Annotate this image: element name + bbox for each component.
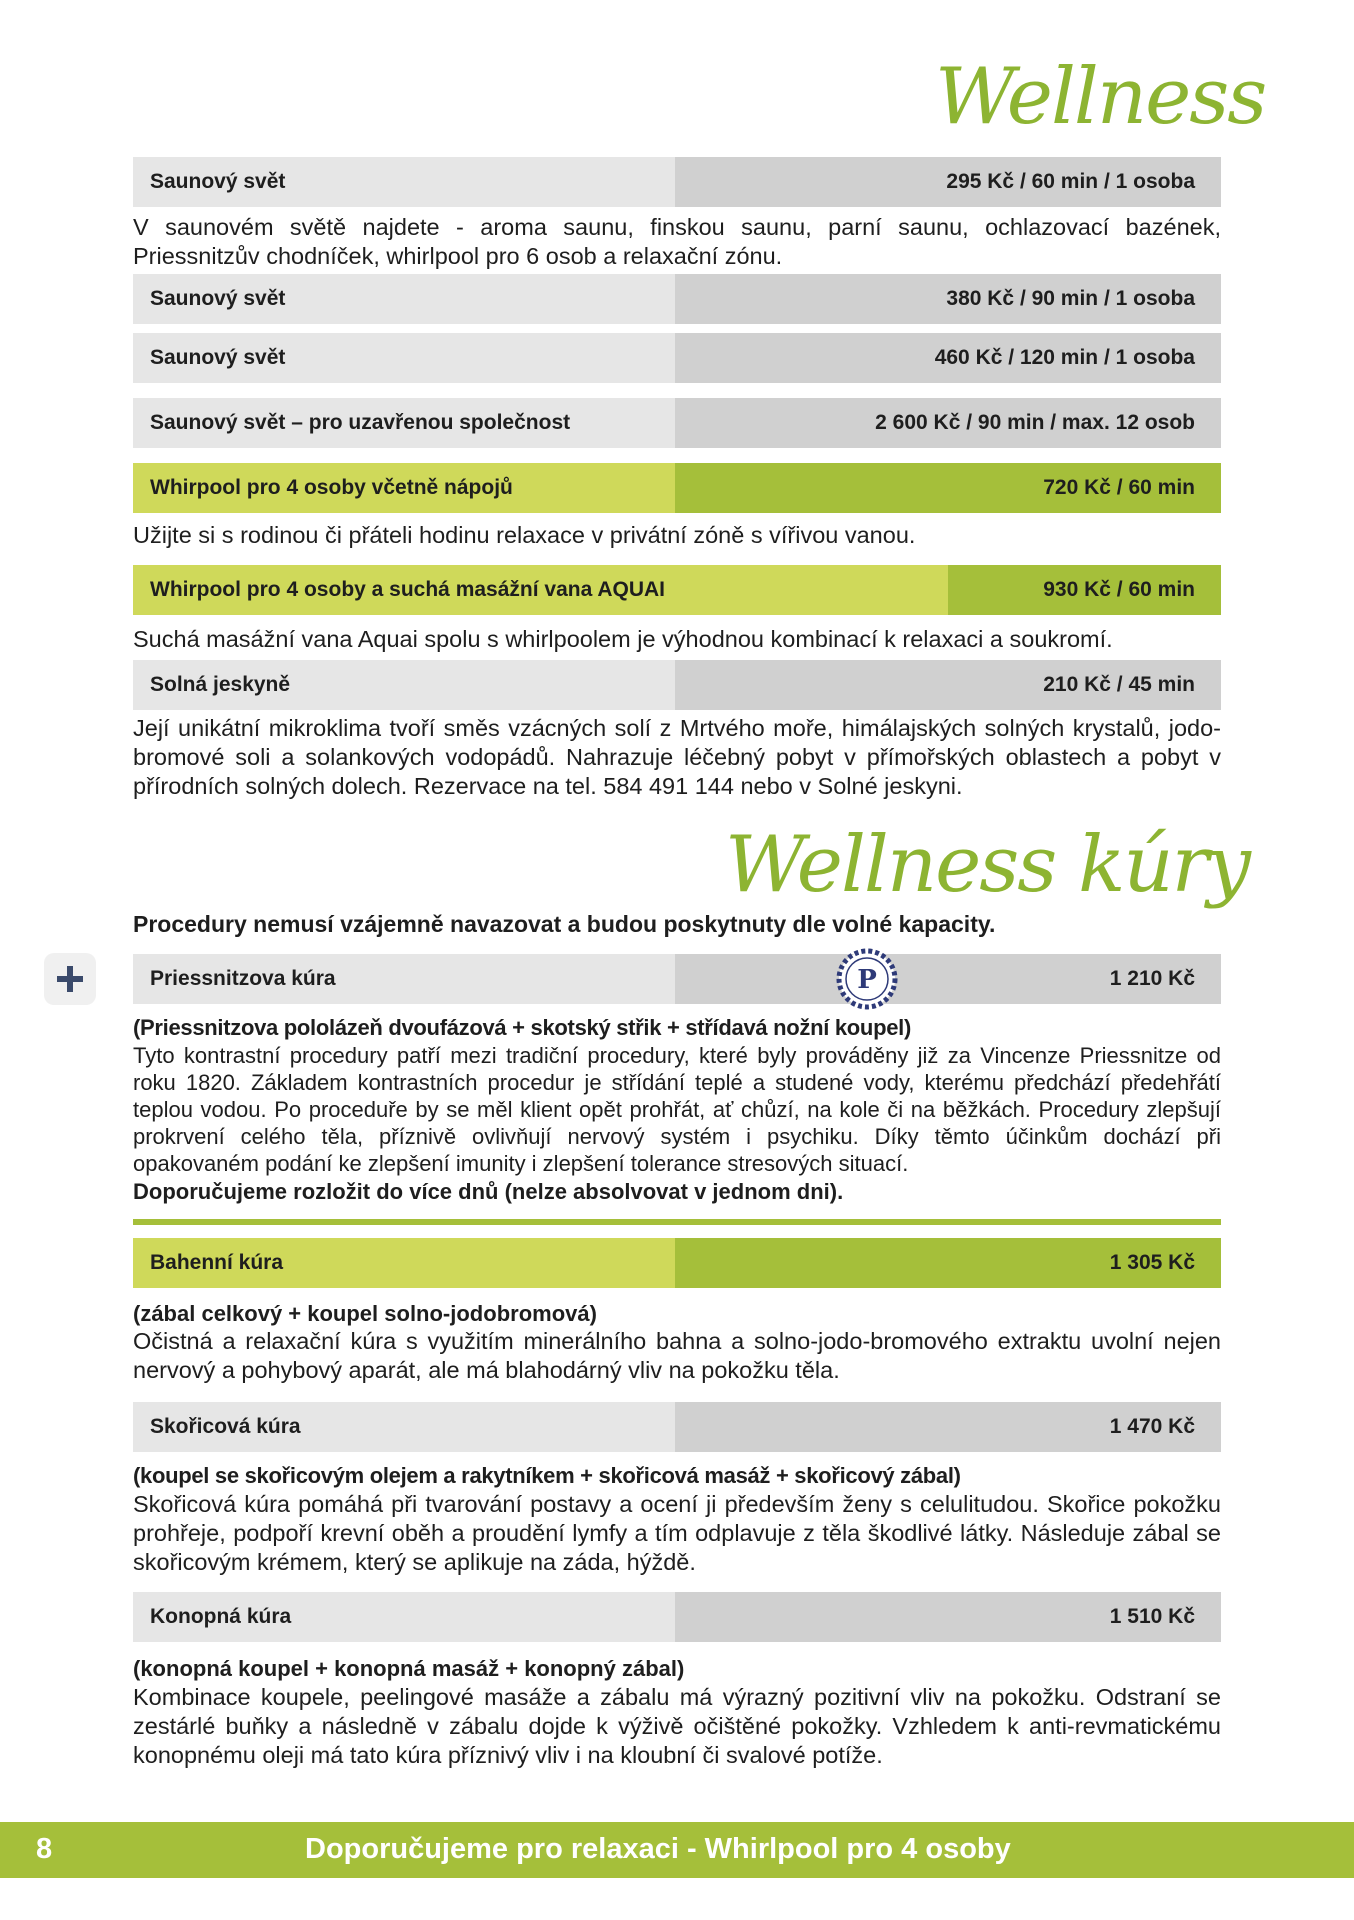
- price-row-skoricova: [133, 1402, 1221, 1452]
- item-name: Skořicová kúra: [133, 1402, 675, 1452]
- item-price: 720 Kč / 60 min: [675, 463, 1221, 513]
- cures-note: Procedury nemusí vzájemně navazovat a budou poskytnuty dle volné kapacity.: [133, 911, 996, 937]
- item-name: Priessnitzova kúra: [133, 954, 675, 1004]
- item-name: Whirpool pro 4 osoby včetně nápojů: [133, 463, 675, 513]
- item-name: Saunový svět: [133, 157, 675, 207]
- item-name: Whirpool pro 4 osoby a suchá masážní vana AQUAI: [133, 565, 948, 615]
- item-price: 210 Kč / 45 min: [675, 660, 1221, 710]
- item-price: 380 Kč / 90 min / 1 osoba: [675, 274, 1221, 324]
- aquai-description: Suchá masážní vana Aquai spolu s whirlpoolem je výhodnou kombinací k relaxaci a soukromí.: [133, 626, 1113, 652]
- konopna-subtitle: (konopná koupel + konopná masáž + konopný zábal): [133, 1656, 685, 1681]
- item-name: Bahenní kúra: [133, 1238, 675, 1288]
- price-row-konopna: [133, 1592, 1221, 1642]
- footer-text: Doporučujeme pro relaxaci - Whirlpool pro 4 osoby: [305, 1833, 1011, 1865]
- item-name: Saunový svět: [133, 333, 675, 383]
- page-number: 8: [36, 1833, 53, 1865]
- price-row-whirlpool: [133, 463, 1221, 513]
- skoricova-subtitle: (koupel se skořicovým olejem a rakytníkem + skořicová masáž + skořicový zábal): [133, 1463, 961, 1488]
- item-price: 2 600 Kč / 90 min / max. 12 osob: [675, 398, 1221, 448]
- price-row-sauna-90: [133, 274, 1221, 324]
- item-price: 1 305 Kč: [675, 1238, 1221, 1288]
- item-name: Solná jeskyně: [133, 660, 675, 710]
- wellness-kury-heading: Wellness kúry: [725, 820, 1249, 910]
- item-price: 295 Kč / 60 min / 1 osoba: [675, 157, 1221, 207]
- price-row-sauna-private: [133, 398, 1221, 448]
- footer-bar: [0, 1822, 1354, 1878]
- priessnitz-logo: [836, 948, 898, 1010]
- sauna-description: V saunovém světě najdete - aroma saunu, finskou saunu, parní saunu, ochlazovací bazének, Priessnitzův chodníček, whirlpool pro 6 osob a relaxační zónu.: [133, 214, 1221, 269]
- item-price: 460 Kč / 120 min / 1 osoba: [675, 333, 1221, 383]
- bahenni-description: Očistná a relaxační kúra s využitím minerálního bahna a solno-jodo-bromového extraktu uvolní nejen nervový a pohybový aparát, ale má blahodárný vliv na pokožku těla.: [133, 1328, 1221, 1383]
- whirlpool-description: Užijte si s rodinou či přáteli hodinu relaxace v privátní zóně s vířivou vanou.: [133, 522, 916, 548]
- section-divider: [133, 1219, 1221, 1225]
- skoricova-description: Skořicová kúra pomáhá při tvarování postavy a ocení ji především ženy s celulitudou. Skořice pokožku prohřeje, podpoří krevní oběh a proudění lymfy a tím odplavuje z těla škodlivé látky. Následuje zábal se skořicovým krémem, který se aplikuje na záda, hýždě.: [133, 1491, 1221, 1575]
- plus-icon[interactable]: [44, 953, 96, 1005]
- price-row-priessnitz: [133, 954, 1221, 1004]
- wellness-heading: Wellness: [935, 52, 1266, 142]
- priessnitz-subtitle: (Priessnitzova pololázeň dvoufázová + skotský střik + střídavá nožní koupel): [133, 1015, 911, 1040]
- item-name: Konopná kúra: [133, 1592, 675, 1642]
- price-row-salt-cave: [133, 660, 1221, 710]
- price-row-bahenni: [133, 1238, 1221, 1288]
- item-price: 930 Kč / 60 min: [948, 565, 1221, 615]
- price-row-sauna-60: [133, 157, 1221, 207]
- price-row-aquai: [133, 565, 1221, 615]
- konopna-description: Kombinace koupele, peelingové masáže a zábalu má výrazný pozitivní vliv na pokožku. Odstraní se zestárlé buňky a následně v zábalu dojde k výživě očištěné pokožky. Vzhledem k anti-revmatickému konopnému oleji má tato kúra příznivý vliv i na kloubní či svalové potíže.: [133, 1684, 1221, 1768]
- price-row-sauna-120: [133, 333, 1221, 383]
- priessnitz-logo-letter: P: [857, 965, 877, 995]
- salt-cave-description: Její unikátní mikroklima tvoří směs vzácných solí z Mrtvého moře, himálajských solných krystalů, jodo-bromové soli a solankových vodopádů. Nahrazuje léčebný pobyt v přímořských oblastech a pobyt v přírodních solných dolech. Rezervace na tel. 584 491 144 nebo v Solné jeskyni.: [133, 715, 1221, 799]
- item-price: 1 510 Kč: [675, 1592, 1221, 1642]
- item-price: 1 210 Kč: [675, 954, 1221, 1004]
- bahenni-subtitle: (zábal celkový + koupel solno-jodobromová): [133, 1301, 597, 1326]
- item-name: Saunový svět – pro uzavřenou společnost: [133, 398, 675, 448]
- priessnitz-description: Tyto kontrastní procedury patří mezi tradiční procedury, které byly prováděny již za Vincenze Priessnitze od roku 1820. Základem kontrastních procedur je střídání teplé a studené vody, kterému předchází předehřátí teplou vodou. Po proceduře by se měl klient opět prohřát, ať chůzí, na kole či na běžkách. Procedury zlepšují prokrvení celého těla, příznivě ovlivňují nervový systém i psychiku. Díky těmto účinkům dochází při opakovaném podání ke zlepšení imunity i zlepšení tolerance stresových situací.: [133, 1043, 1221, 1176]
- item-price: 1 470 Kč: [675, 1402, 1221, 1452]
- priessnitz-note: Doporučujeme rozložit do více dnů (nelze absolvovat v jednom dni).: [133, 1179, 844, 1204]
- item-name: Saunový svět: [133, 274, 675, 324]
